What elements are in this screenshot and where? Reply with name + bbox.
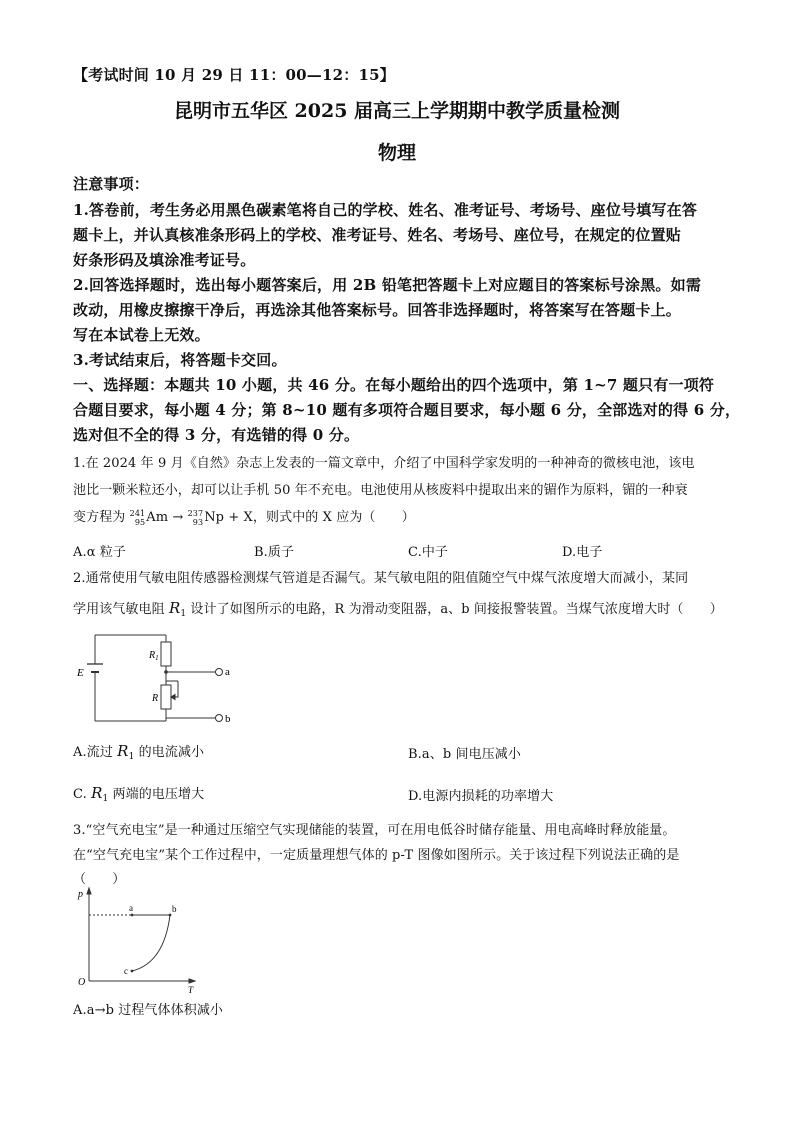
q2-option-a-part-a: A.流过 bbox=[73, 745, 118, 760]
section-heading-line-1: 一、选择题：本题共 10 小题，共 46 分。在每小题给出的四个选项中，第 1~7 题只有一项符 bbox=[73, 376, 715, 394]
q2-line-2-part-b: 设计了如图所示的电路，R 为滑动变阻器，a、b 间接报警装置。当煤气浓度增大时（ ） bbox=[186, 602, 723, 617]
q1-equation-line bbox=[73, 506, 415, 527]
reaction-arrow: → bbox=[172, 510, 184, 525]
q2-option-a-r: R bbox=[117, 742, 129, 760]
label-b: b bbox=[225, 713, 231, 725]
q2-option-c-part-b: 两端的电压增大 bbox=[108, 787, 205, 802]
q2-line-1: 2.通常使用气敏电阻传感器检测煤气管道是否漏气。某气敏电阻的阻值随空气中煤气浓度增大而减小，某同 bbox=[73, 571, 689, 586]
q3-line-1: 3.“空气充电宝”是一种通过压缩空气实现储能的装置，可在用电低谷时储存能量、用电高峰时释放能量。 bbox=[73, 823, 676, 838]
label-r1: $R_1$ bbox=[149, 650, 159, 662]
label-t: T bbox=[188, 985, 194, 995]
q3-line-2: 在“空气充电宝”某个工作过程中，一定质量理想气体的 p-T 图像如图所示。关于该过程下列说法正确的是 bbox=[73, 848, 680, 863]
q2-option-a-sub: 1 bbox=[128, 752, 135, 762]
point-a bbox=[131, 914, 134, 917]
point-c bbox=[131, 970, 134, 973]
subject-title: 物理 bbox=[377, 142, 416, 164]
t-axis-arrow bbox=[189, 979, 195, 983]
label-a: a bbox=[225, 666, 230, 678]
am-mass-number: 241 bbox=[129, 508, 146, 518]
label-a-point: a bbox=[129, 903, 133, 913]
q2-option-a bbox=[73, 741, 204, 760]
label-b-point: b bbox=[172, 904, 177, 914]
am-symbol: Am bbox=[146, 510, 169, 525]
notice-item-1-line-1: 1.答卷前，考生务必用黑色碳素笔将自己的学校、姓名、准考证号、考场号、座位号填写在答 bbox=[73, 201, 698, 219]
point-b bbox=[169, 914, 172, 917]
notice-item-2-line-3: 写在本试卷上无效。 bbox=[73, 326, 210, 344]
slider-arrow bbox=[171, 695, 175, 700]
q3-line-3: （ ） bbox=[73, 872, 126, 887]
q1-eq-prefix: 变方程为 bbox=[73, 510, 126, 525]
label-e: E bbox=[77, 667, 84, 679]
section-heading-line-2: 合题目要求，每小题 4 分；第 8~10 题有多项符合题目要求，每小题 6 分，全部选对的得 6 分， bbox=[73, 401, 741, 419]
label-p: p bbox=[78, 889, 83, 900]
q2-option-d: D.电源内损耗的功率增大 bbox=[408, 789, 554, 804]
am-atomic-number: 95 bbox=[134, 517, 146, 527]
label-r: R bbox=[152, 693, 159, 704]
notice-item-2-line-1: 2.回答选择题时，选出每小题答案后，用 2B 铅笔把答题卡上对应题目的答案标号涂黑。如需 bbox=[73, 276, 702, 294]
q3-option-a: A.a→b 过程气体体积减小 bbox=[73, 1003, 224, 1018]
q2-option-c-part-a: C. bbox=[73, 787, 92, 802]
q1-line-1: 1.在 2024 年 9 月《自然》杂志上发表的一篇文章中，介绍了中国科学家发明的一种神奇的微核电池，该电 bbox=[73, 456, 695, 471]
q2-option-b: B.a、b 间电压减小 bbox=[408, 747, 521, 762]
q1-eq-suffix: ，则式中的 X 应为（ ） bbox=[252, 510, 415, 525]
exam-time: 【考试时间 10 月 29 日 11：00—12：15】 bbox=[73, 66, 395, 84]
q2-option-c-r: R bbox=[91, 784, 103, 802]
circuit-diagram bbox=[70, 632, 240, 727]
resistor-r1 bbox=[161, 642, 171, 666]
rheostat-r bbox=[161, 685, 171, 709]
notice-heading: 注意事项： bbox=[73, 175, 150, 193]
q2-option-c bbox=[73, 783, 204, 802]
q2-line-2-part-a: 学用该气敏电阻 bbox=[73, 602, 169, 617]
terminal-b bbox=[216, 715, 223, 722]
q1-option-b: B.质子 bbox=[254, 545, 295, 560]
r1-subscript: 1 bbox=[180, 609, 187, 619]
np-atomic-number: 93 bbox=[192, 517, 204, 527]
label-o: O bbox=[78, 977, 86, 988]
section-heading-line-3: 选对但不全的得 3 分，有选错的得 0 分。 bbox=[73, 426, 360, 444]
q2-option-c-sub: 1 bbox=[102, 794, 109, 804]
terminal-a bbox=[216, 669, 223, 676]
p-axis-arrow bbox=[87, 888, 91, 894]
notice-item-1-line-3: 好条形码及填涂准考证号。 bbox=[73, 251, 256, 269]
page-title: 昆明市五华区 2025 届高三上学期期中教学质量检测 bbox=[173, 100, 621, 122]
notice-item-1-line-2: 题卡上，并认真核准条形码上的学校、准考证号、姓名、考场号、座位号，在规定的位置贴 bbox=[73, 226, 682, 244]
np-symbol: Np + X bbox=[204, 510, 253, 525]
np-isotope-numbers bbox=[188, 509, 204, 527]
q2-option-a-part-b: 的电流减小 bbox=[134, 745, 205, 760]
np-mass-number: 237 bbox=[187, 508, 204, 518]
r1-symbol: R bbox=[168, 599, 181, 617]
am-isotope-numbers bbox=[130, 509, 146, 527]
p-t-graph bbox=[74, 885, 204, 995]
label-c-point: c bbox=[124, 966, 128, 976]
q1-line-2: 池比一颗米粒还小，却可以让手机 50 年不充电。电池使用从核废料中提取出来的镅作为原料，镅的一种衰 bbox=[73, 483, 688, 498]
process-cb bbox=[132, 915, 170, 971]
q1-option-c: C.中子 bbox=[408, 545, 449, 560]
notice-item-3: 3.考试结束后，将答题卡交回。 bbox=[73, 351, 287, 369]
q1-option-d: D.电子 bbox=[562, 545, 603, 560]
junction-node bbox=[164, 670, 168, 674]
notice-item-2-line-2: 改动，用橡皮擦擦干净后，再选涂其他答案标号。回答非选择题时，将答案写在答题卡上。 bbox=[73, 301, 682, 319]
q1-option-a: A.α 粒子 bbox=[73, 545, 127, 560]
q2-line-2 bbox=[73, 598, 723, 617]
